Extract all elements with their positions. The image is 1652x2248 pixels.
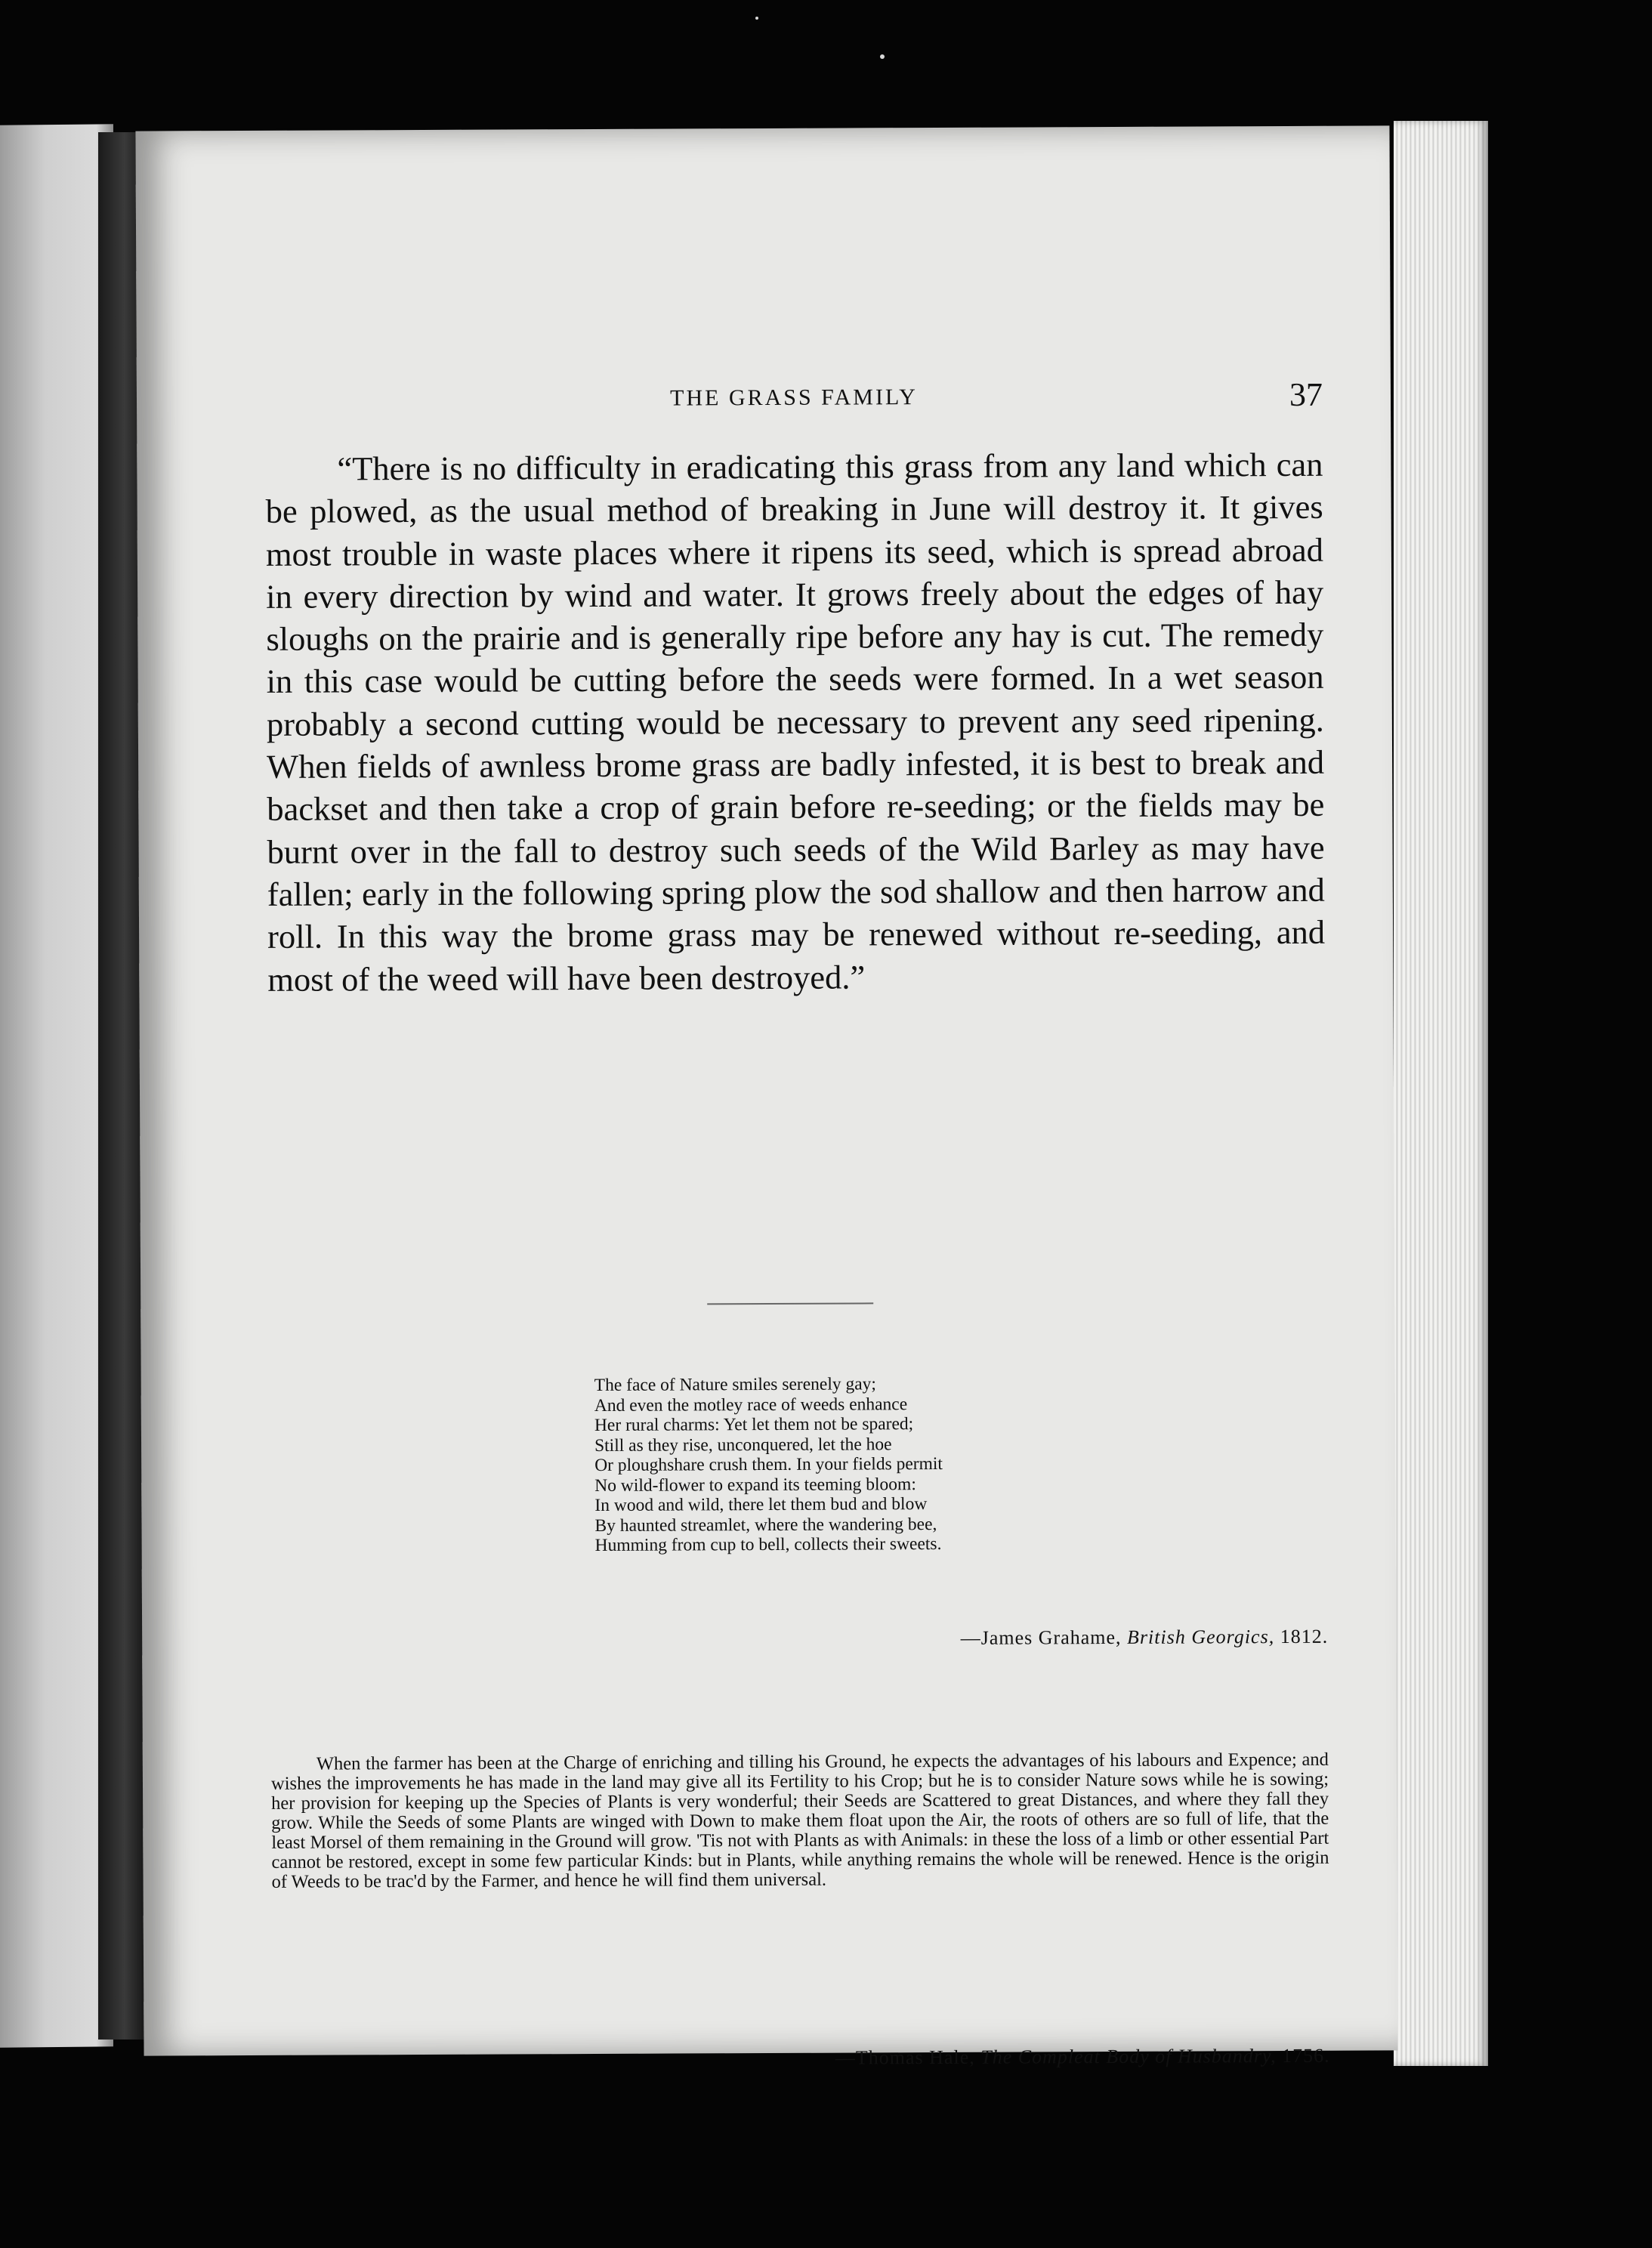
section-divider <box>707 1302 873 1305</box>
prose-attribution-year: 1756. <box>1282 2044 1330 2067</box>
facing-page-edge <box>0 124 113 2048</box>
poem-line: Humming from cup to bell, collects their sweets. <box>594 1533 942 1555</box>
page-stack-edges <box>1394 121 1488 2066</box>
poem-attribution <box>270 1626 1328 1653</box>
prose-attribution-author: —Thomas Hale, <box>835 2046 975 2069</box>
poem-epigraph <box>594 1373 1124 1556</box>
prose-epigraph: When the farmer has been at the Charge of enriching and tilling his Ground, he expects the advantages of his labours and Expence; and wishes the improvements he has made in the land may give all its Fertility to his Crop; but he is to consider Nature sows while he is sowing; her provision for keeping up the Species of Plants is very wonderful; their Seeds are Scattered to great Distances, and where they fall they grow. While the Seeds of some Plants are winged with Down to make them float upon the Air, the roots of others are so full of life, that the least Morsel of them remaining in the Ground will grow. 'Tis not with Plants as with Animals: in these the loss of a limb or other essential Part cannot be restored, except in some few particular Kinds: but in Plants, while anything remains the whole will be renewed. Hence is the origin of Weeds to be trac'd by the Farmer, and hence he will find them universal. <box>270 1749 1329 1892</box>
prose-attribution <box>273 2045 1330 2072</box>
dust-speck <box>755 17 758 20</box>
poem-line: Still as they rise, unconquered, let the hoe <box>594 1434 892 1456</box>
dust-speck <box>880 54 885 59</box>
prose-attribution-work: The Compleat Body of Husbandry, <box>980 2045 1277 2068</box>
poem-attribution-year: 1812. <box>1280 1625 1329 1648</box>
poem-line: By haunted streamlet, where the wandering bee, <box>594 1514 937 1536</box>
main-quotation: “There is no difficulty in eradicating this grass from any land which can be plowed, as the usual method of breaking in June will destroy it. It gives most trouble in waste places where it ripens its seed, which is spread abroad in every direction by wind and water. It grows freely about the edges of hay sloughs on the prairie and is generally ripe before any hay is cut. The remedy in this case would be cutting before the seeds were formed. In a wet season probably a second cutting would be necessary to prevent any seed ripening. When fields of awnless brome grass are badly infested, it is best to break and backset and then take a crop of grain before re-seeding; or the fields may be burnt over in the fall to destroy such seeds of the Wild Barley as may have fallen; early in the following spring plow the sod shallow and then harrow and roll. In this way the brome grass may be renewed without re-seeding, and most of the weed will have been destroyed.” <box>265 445 1326 999</box>
poem-line: The face of Nature smiles serenely gay; <box>594 1374 876 1395</box>
poem-line: In wood and wild, there let them bud and blow <box>594 1494 928 1515</box>
page-number: 37 <box>1289 375 1323 413</box>
poem-line: Or ploughshare crush them. In your fields permit <box>594 1453 943 1475</box>
running-head-title: THE GRASS FAMILY <box>670 384 918 411</box>
page-content <box>265 368 1330 2069</box>
poem-line: No wild-flower to expand its teeming bloom: <box>594 1474 916 1496</box>
poem-line: Her rural charms: Yet let them not be spared; <box>594 1414 914 1435</box>
running-head <box>265 368 1323 433</box>
book-page <box>135 125 1397 2069</box>
poem-line: And even the motley race of weeds enhance <box>594 1394 908 1416</box>
poem-attribution-author: —James Grahame, <box>960 1626 1122 1649</box>
poem-attribution-work: British Georgics, <box>1126 1626 1275 1648</box>
